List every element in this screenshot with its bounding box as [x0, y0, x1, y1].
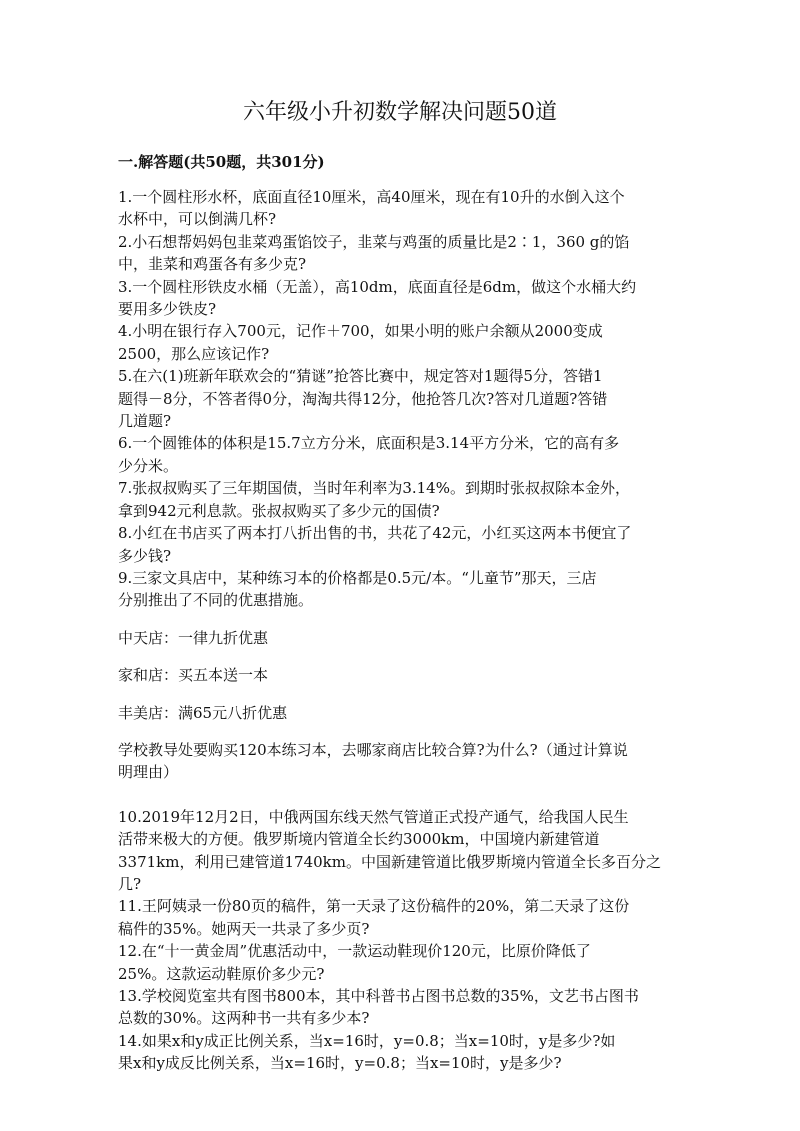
question-line: 11.王阿姨录一份80页的稿件，第一天录了这份稿件的20%，第二天录了这份 [118, 897, 630, 916]
question-line: 几道题? [118, 412, 172, 431]
question-6 [118, 432, 688, 477]
question-line: 多少钱? [118, 546, 172, 565]
question-line: 水杯中，可以倒满几杯? [118, 210, 277, 229]
question-2 [118, 231, 688, 276]
question-line: 题得－8分，不答者得0分，淘淘共得12分，他抢答几次?答对几道题?答错 [118, 389, 608, 408]
question-9 [118, 567, 688, 784]
question-11 [118, 895, 688, 940]
question-line: 几? [118, 874, 142, 893]
question-13 [118, 985, 688, 1030]
question-10 [118, 806, 688, 896]
question-line: 活带来极大的方便。俄罗斯境内管道全长约3000km，中国境内新建管道 [118, 830, 600, 849]
question-line: 7.张叔叔购买了三年期国债，当时年利率为3.14%。到期时张叔叔除本金外， [118, 479, 630, 498]
question-line: 拿到942元利息款。张叔叔购买了多少元的国债? [118, 501, 440, 520]
question-line: 3371km，利用已建管道1740km。中国新建管道比俄罗斯境内管道全长多百分之 [118, 852, 661, 871]
question-line: 25%。这款运动鞋原价多少元? [118, 964, 325, 983]
question-line: 总数的30%。这两种书一共有多少本? [118, 1009, 370, 1028]
question-line: 10.2019年12月2日，中俄两国东线天然气管道正式投产通气，给我国人民生 [118, 807, 629, 826]
page-title: 六年级小升初数学解决问题50道 [243, 100, 557, 125]
question-14 [118, 1030, 688, 1075]
question-line: 8.小红在书店买了两本打八折出售的书，共花了42元，小红买这两本书便宜了 [118, 524, 632, 543]
question-line: 4.小明在银行存入700元，记作＋700，如果小明的账户余额从2000变成 [118, 322, 603, 341]
store-offer-fengmei: 丰美店：满65元八折优惠 [118, 703, 288, 722]
question-line: 6.一个圆锥体的体积是15.7立方分米，底面积是3.14平方分米，它的高有多 [118, 434, 620, 453]
store-offer-jiahe: 家和店：买五本送一本 [118, 666, 269, 685]
question-line: 稿件的35%。她两天一共录了多少页? [118, 919, 370, 938]
question-line: 2500，那么应该记作? [118, 344, 270, 363]
question-line: 3.一个圆柱形铁皮水桶（无盖），高10dm，底面直径是6dm，做这个水桶大约 [118, 277, 637, 296]
store-offer-zhongtian: 中天店：一律九折优惠 [118, 628, 269, 647]
question-line: 5.在六(1)班新年联欢会的“猜谜”抢答比赛中，规定答对1题得5分，答错1 [118, 367, 603, 386]
question-line: 9.三家文具店中，某种练习本的价格都是0.5元/本。“儿童节”那天，三店 [118, 568, 597, 587]
question-8 [118, 522, 688, 567]
question-7 [118, 477, 688, 522]
question-line: 要用多少铁皮? [118, 300, 217, 319]
question-line: 明理由） [118, 763, 179, 782]
question-line: 学校教导处要购买120本练习本，去哪家商店比较合算?为什么?（通过计算说 [118, 740, 628, 759]
question-1 [118, 186, 688, 231]
question-3 [118, 276, 688, 321]
question-line: 分别推出了不同的优惠措施。 [118, 591, 314, 610]
question-12 [118, 940, 688, 985]
question-line: 14.如果x和y成正比例关系，当x=16时，y=0.8；当x=10时，y是多少?如 [118, 1031, 616, 1050]
question-line: 果x和y成反比例关系，当x=16时，y=0.8；当x=10时，y是多少? [118, 1054, 562, 1073]
question-line: 1.一个圆柱形水杯，底面直径10厘米，高40厘米，现在有10升的水倒入这个 [118, 188, 625, 206]
question-list [118, 186, 688, 1075]
question-line: 2.小石想帮妈妈包韭菜鸡蛋馅饺子，韭菜与鸡蛋的质量比是2∶1，360 g的馅 [118, 232, 630, 251]
question-line: 少分米。 [118, 456, 179, 475]
question-line: 13.学校阅览室共有图书800本，其中科普书占图书总数的35%，文艺书占图书 [118, 987, 639, 1005]
question-line: 中，韭菜和鸡蛋各有多少克? [118, 255, 307, 274]
question-5 [118, 365, 688, 432]
question-line: 12.在“十一黄金周”优惠活动中，一款运动鞋现价120元，比原价降低了 [118, 942, 591, 961]
section-heading: 一.解答题(共50题，共301分) [118, 153, 325, 171]
question-4 [118, 320, 688, 365]
